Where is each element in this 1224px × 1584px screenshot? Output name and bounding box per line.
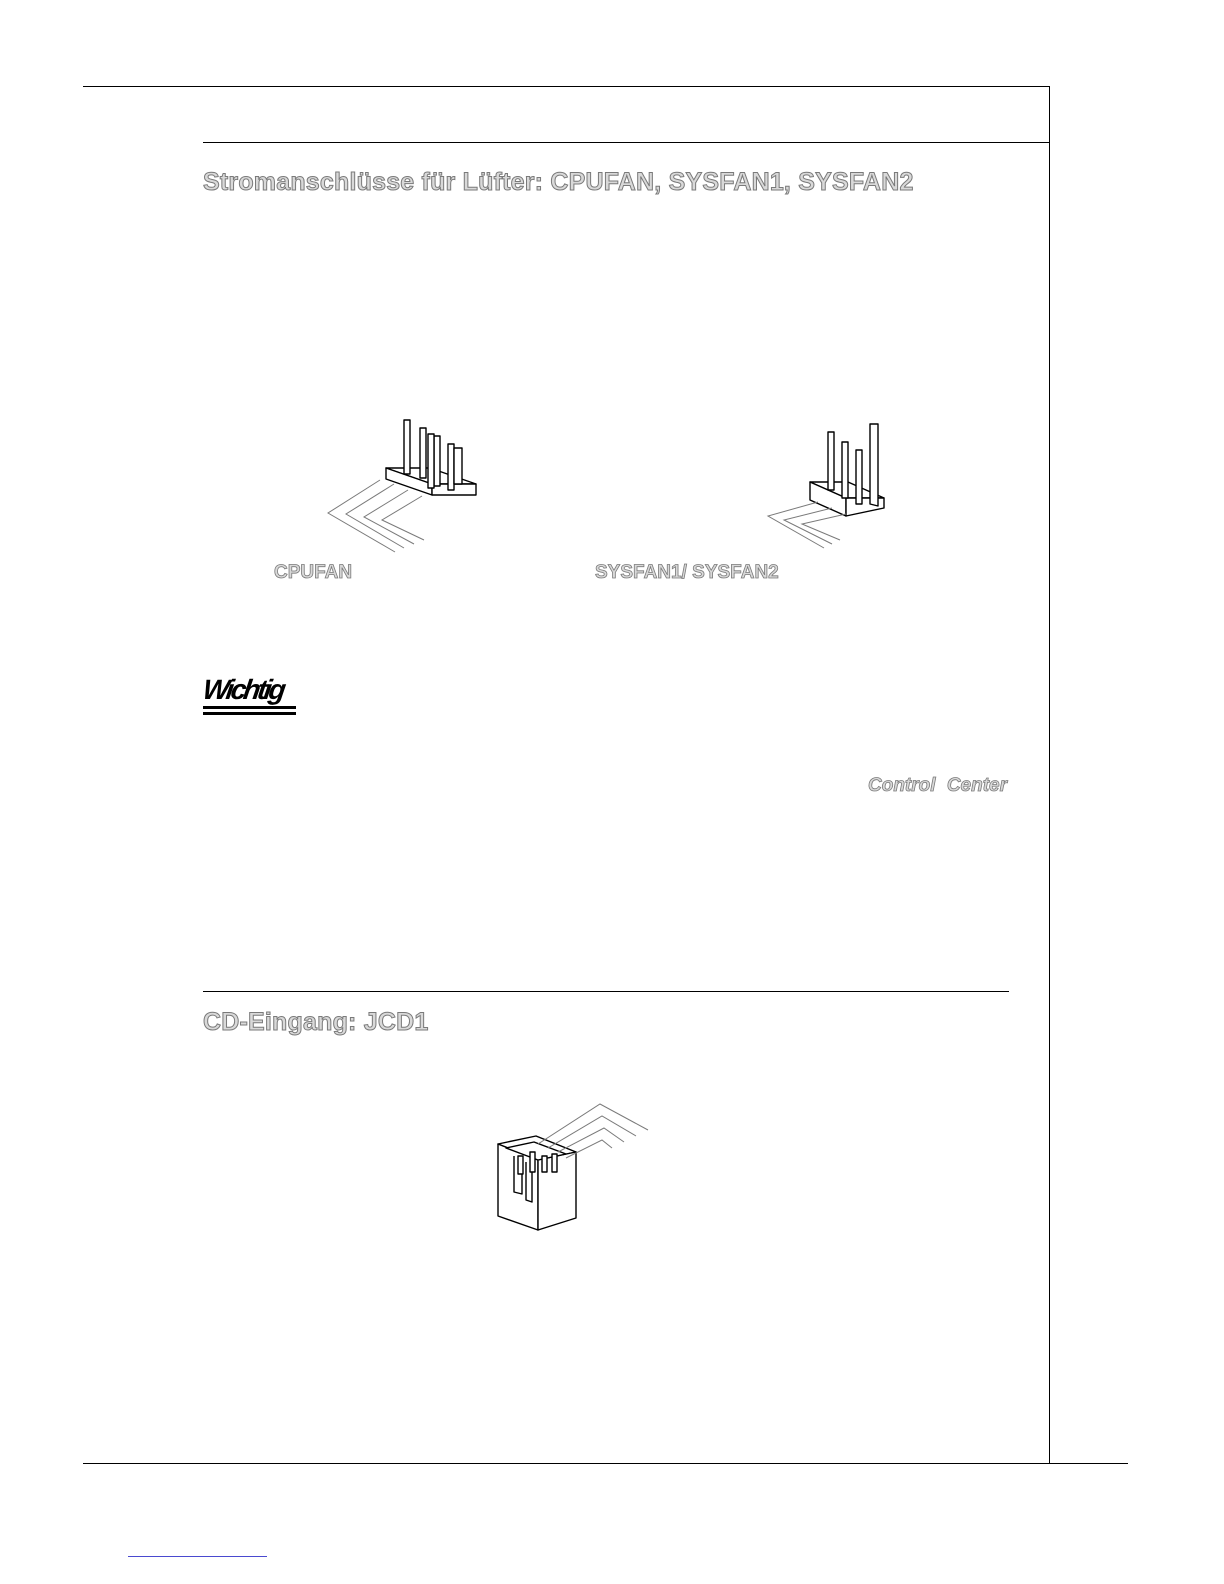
- cd-section-heading: CD-Eingang: JCD1: [203, 1008, 429, 1036]
- fan-section-heading: Stromanschlüsse für Lüfter: CPUFAN, SYSFAN1, SYSFAN2: [203, 168, 914, 196]
- important-title: Wichtig: [200, 674, 286, 705]
- important-underline-2: [203, 712, 296, 715]
- jcd1-connector-diagram: [490, 1100, 660, 1240]
- cpufan-connector-diagram: [320, 410, 490, 560]
- right-border: [1049, 86, 1050, 1463]
- bottom-rule: [83, 1463, 1128, 1464]
- section-rule-cd: [203, 991, 1009, 992]
- top-rule: [83, 86, 1050, 87]
- section-rule-fan: [203, 142, 1050, 143]
- important-underline: [203, 706, 296, 709]
- sysfan-connector-diagram: [760, 420, 900, 560]
- control-center-term: Control Center: [868, 775, 1007, 796]
- sysfan-label: SYSFAN1/ SYSFAN2: [595, 562, 779, 583]
- cpufan-label: CPUFAN: [274, 562, 353, 583]
- footer-link-underline[interactable]: [128, 1556, 267, 1557]
